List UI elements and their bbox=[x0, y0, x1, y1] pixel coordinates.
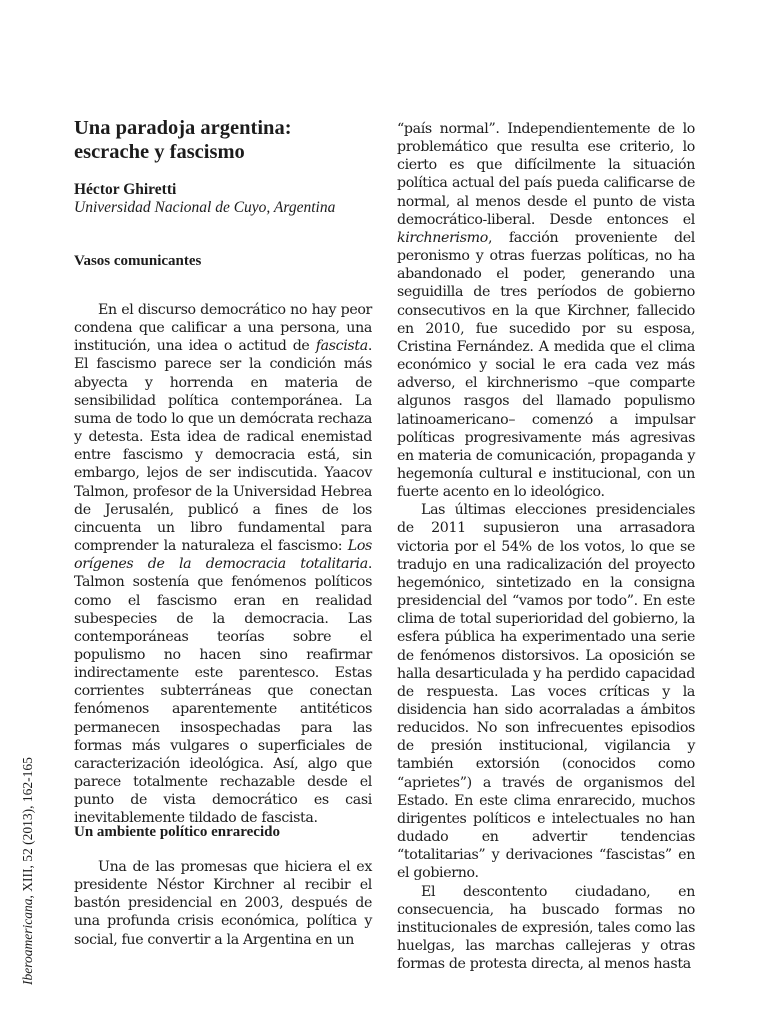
paragraph-text: . Talmon sostenía que fenómenos políticos como el fascismo eran en realidad subespecies de la democracia. Las contemporáneas teorías sobre el populismo no hacen sino reafirmar indirectamente este parentesco. Estas corrientes subterráneas que conectan fenómenos aparentemente antitéticos permanecen insospechadas para las formas más vulgares o superficiales de caracterización ideológica. Así, algo que parece totalmente rechazable desde el punto de vista democrático es casi inevitablemente tildado de fascista. bbox=[74, 556, 372, 827]
paragraph-text: En el discurso democrático no hay peor condena que calificar a una persona, una institución, una idea o actitud de bbox=[74, 302, 372, 355]
left-column-body-2 bbox=[74, 858, 372, 949]
journal-name: Iberoamericana bbox=[20, 898, 35, 985]
paragraph-kirchner: Una de las promesas que hiciera el ex presidente Néstor Kirchner al recibir el bastón presidencial en 2003, después de una profunda crisis económica, política y social, fue convertir a la Argentina en un bbox=[74, 859, 372, 948]
citation-details: , XIII, 52 (2013), 162-165 bbox=[20, 757, 35, 899]
author-name: Héctor Ghiretti bbox=[74, 181, 177, 198]
title-line-2: escrache y fascismo bbox=[74, 141, 245, 163]
title-line-1: Una paradoja argentina: bbox=[74, 117, 292, 139]
journal-citation bbox=[20, 757, 36, 985]
paragraph-text: . El fascismo parece ser la condición más abyecta y horrenda en materia de sensibilidad política contemporánea. La suma de todo lo que un demócrata rechaza y detesta. Esta idea de radical enemistad entre fascismo y democracia está, sin embargo, lejos de ser indiscutida. Yaacov Talmon, profesor de la Universidad Hebrea de Jerusalén, publicó a fines de los cincuenta un libro fundamental para comprender la naturaleza el fascismo: bbox=[74, 338, 372, 555]
right-column-body bbox=[397, 120, 695, 973]
paragraph-intro bbox=[74, 301, 372, 828]
italic-term: kirchnerismo bbox=[397, 229, 488, 246]
left-column-body-1 bbox=[74, 301, 372, 828]
section-heading-1: Vasos comunicantes bbox=[74, 253, 202, 269]
paragraph-elecciones: Las últimas elecciones presidenciales de 2011 supusieron una arrasadora victoria por el 54% de los votos, lo que se tradujo en una radicalización del proyecto hegemónico, sintetizado en la consigna presidencial del “vamos por todo”. En este clima de total superioridad del gobierno, la esfera pública ha experimentado una serie de fenómenos distorsivos. La oposición se halla desarticulada y ha perdido capacidad de respuesta. Las voces críticas y la disidencia han sido acorraladas a ámbitos reducidos. No son infrecuentes episodios de presión institucional, vigilancia y también extorsión (conocidos como “aprietes”) a través de organismos del Estado. En este clima enrarecido, muchos dirigentes políticos e intelectuales no han dudado en advertir tendencias “totalitarias” y derivaciones “fascistas” en el gobierno. bbox=[397, 502, 695, 882]
book-title: Los orígenes de la democracia totalitaria bbox=[74, 538, 372, 573]
paragraph-pais-normal bbox=[397, 120, 695, 501]
article-title bbox=[74, 116, 372, 164]
paragraph-descontento: El descontento ciudadano, en consecuencia, ha buscado formas no institucionales de expresión, tales como las huelgas, las marchas callejeras y otras formas de protesta directa, al menos hasta bbox=[397, 883, 695, 973]
paragraph-text: , facción proveniente del peronismo y otras fuerzas políticas, no ha abandonado el poder, generando una seguidilla de tres períodos de gobierno consecutivos en la que Kirchner, fallecido en 2010, fue sucedido por su esposa, Cristina Fernández. A medida que el clima económico y social le era cada vez más adverso, el kirchnerismo –que comparte algunos rasgos del llamado populismo latinoamericano– comenzó a impulsar políticas progresivamente más agresivas en materia de comunicación, propaganda y hegemonía cultural e institucional, con un fuerte acento en lo ideológico. bbox=[397, 229, 695, 501]
section-heading-2: Un ambiente político enrarecido bbox=[74, 824, 280, 840]
italic-term: fascista bbox=[315, 338, 368, 355]
paragraph-text: “país normal”. Independientemente de lo problemático que resulta ese criterio, lo cierto es que difícilmente la situación política actual del país pueda calificarse de normal, al menos desde el punto de vista democrático-liberal. Desde entonces el bbox=[397, 121, 695, 228]
author-affiliation: Universidad Nacional de Cuyo, Argentina bbox=[74, 199, 336, 216]
